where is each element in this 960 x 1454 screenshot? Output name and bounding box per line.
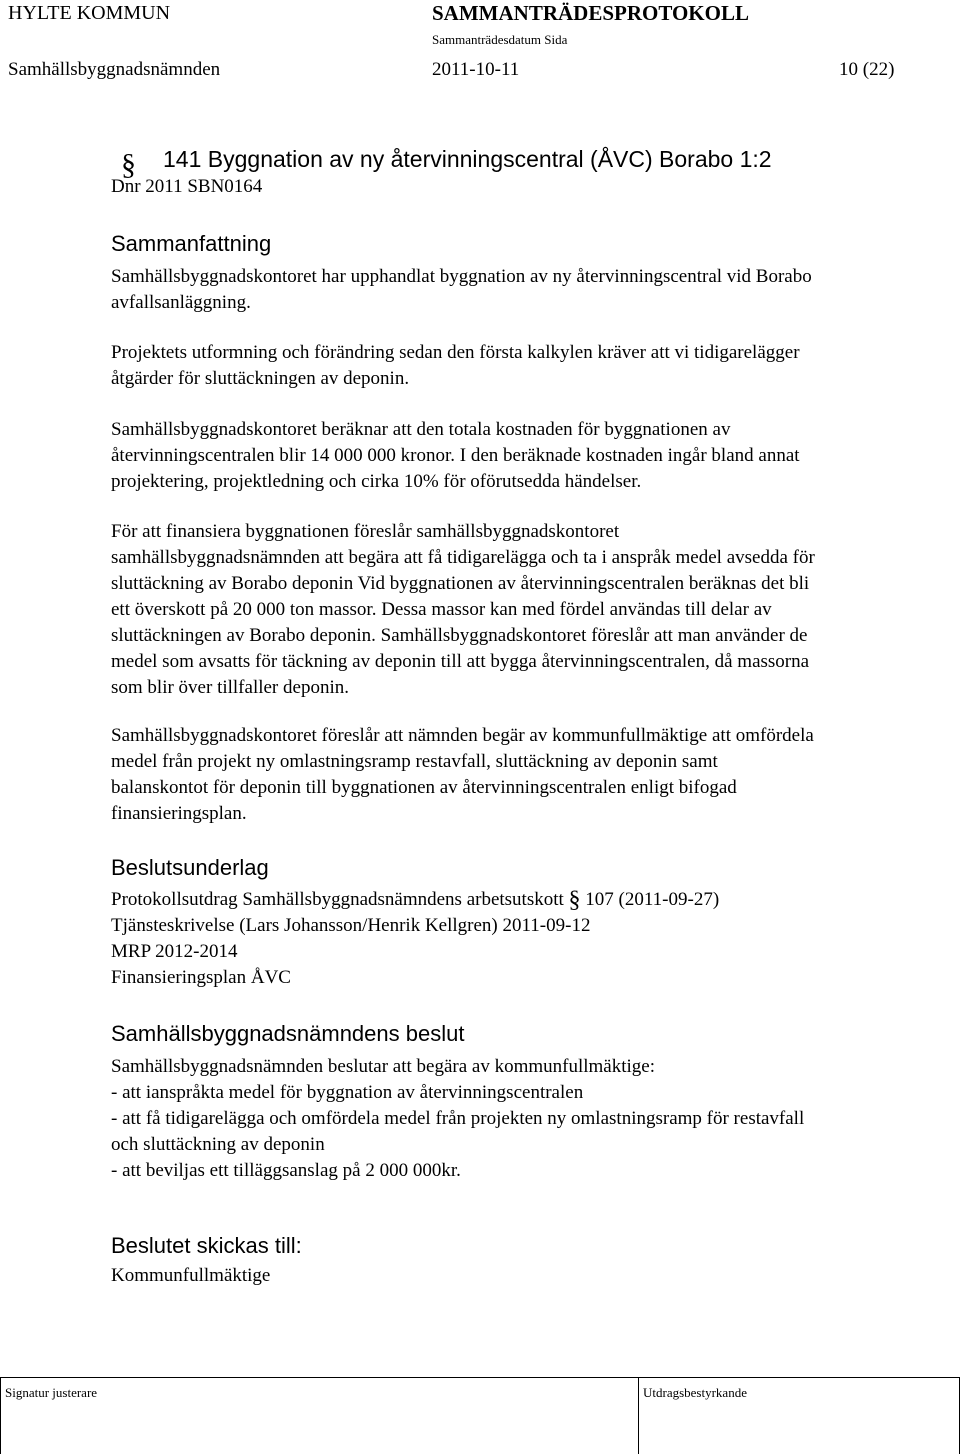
header-sub-labels: Sammanträdesdatum Sida (432, 32, 568, 47)
summary-heading: Sammanfattning (111, 231, 272, 256)
basis-item: Protokollsutdrag Samhällsbyggnadsnämndens arbetsutskott § 107 (2011-09-27) (111, 887, 720, 913)
decision-text: Samhällsbyggnadsnämnden beslutar att begära av kommunfullmäktige: - att ianspråkta medel för byggnation av återvinningscentralen - att få tidigarelägga och omfördela medel från projekten ny omlastningsramp för restavfall och sluttäckning av deponin - att beviljas ett tilläggsanslag på 2 000 000kr. (111, 1056, 805, 1181)
basis-item: MRP 2012-2014 (111, 941, 238, 962)
summary-paragraph-3: Samhällsbyggnadskontoret beräknar att den totala kostnaden för byggnationen av återvinningscentralen blir 14 000 000 kronor. I den beräknade kostnaden ingår bland annat projektering, projektledning och cirka 10% för oförutsedda händelser. (111, 419, 800, 492)
signature-label: Signatur justerare (5, 1385, 98, 1400)
basis-item: Tjänsteskrivelse (Lars Johansson/Henrik Kellgren) 2011-09-12 (111, 915, 591, 936)
meeting-date: 2011-10-11 (432, 59, 520, 80)
summary-paragraph-5: Samhällsbyggnadskontoret föreslår att nämnden begär av kommunfullmäktige att omfördela medel från projekt ny omlastningsramp restavfall, sluttäckning av deponin samt balanskontot för deponin till byggnationen av återvinningscentralen enligt bifogad finansieringsplan. (111, 725, 814, 824)
item-title: 141 Byggnation av ny återvinningscentral (ÅVC) Borabo 1:2 (163, 146, 772, 172)
footer-border-separator (638, 1377, 639, 1454)
summary-paragraph-2: Projektets utformning och förändring sedan den första kalkylen kräver att vi tidigarelägger åtgärder för sluttäckningen av deponin. (111, 342, 800, 389)
footer-border-left (0, 1377, 1, 1454)
footer-divider (0, 1377, 960, 1378)
extract-certification-label: Utdragsbestyrkande (643, 1385, 747, 1400)
page-number: 10 (22) (839, 59, 895, 80)
basis-heading: Beslutsunderlag (111, 855, 269, 880)
diary-number: Dnr 2011 SBN0164 (111, 176, 263, 197)
summary-paragraph-1: Samhällsbyggnadskontoret har upphandlat byggnation av ny återvinningscentral vid Borabo avfallsanläggning. (111, 266, 812, 313)
document-type: SAMMANTRÄDESPROTOKOLL (432, 1, 749, 25)
committee-name: Samhällsbyggnadsnämnden (8, 59, 221, 80)
sent-to-heading: Beslutet skickas till: (111, 1233, 302, 1258)
basis-item: Finansieringsplan ÅVC (111, 967, 291, 988)
decision-heading: Samhällsbyggnadsnämndens beslut (111, 1021, 465, 1046)
basis-list (111, 887, 941, 991)
summary-paragraph-4: För att finansiera byggnationen föreslår samhällsbyggnadskontoret samhällsbyggnadsnämnden att begära att få tidigarelägga och ta i anspråk medel avsedda för sluttäckning av Borabo deponin Vid byggnationen av återvinningscentralen beräknas det bli ett överskott på 20 000 ton massor. Dessa massor kan med fördel användas till delar av sluttäckningen av Borabo deponin. Samhällsbyggnadskontoret föreslår att man använder de medel som avsatts för täckning av deponin till att bygga återvinningscentralen, då massorna som blir över tillfaller deponin. (111, 521, 815, 698)
section-sign: § (568, 887, 581, 913)
section-sign: § (121, 148, 136, 181)
sent-to-recipient: Kommunfullmäktige (111, 1265, 271, 1286)
municipality-name: HYLTE KOMMUN (8, 2, 171, 24)
